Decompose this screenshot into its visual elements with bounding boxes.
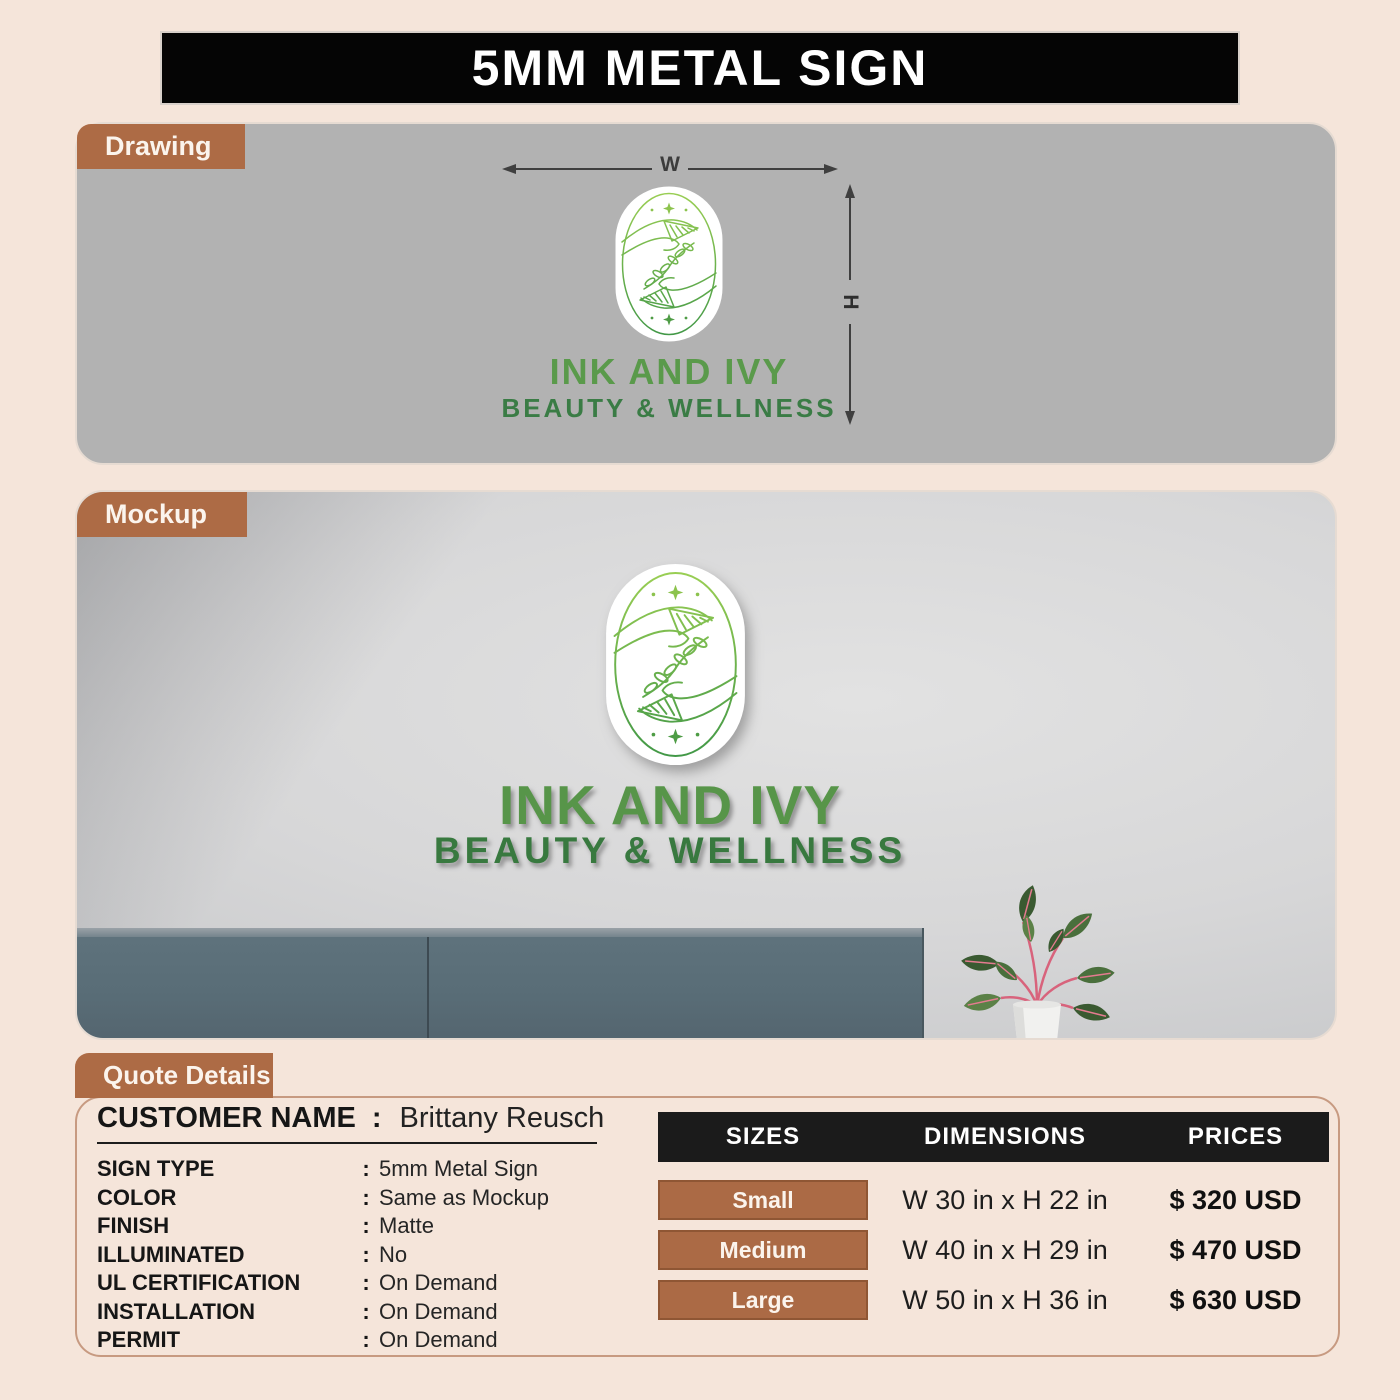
width-label: W	[660, 153, 680, 176]
detail-label: INSTALLATION	[97, 1298, 256, 1324]
detail-value: No	[379, 1241, 408, 1267]
detail-label: COLOR	[97, 1184, 177, 1210]
detail-label: PERMIT	[97, 1327, 181, 1352]
detail-label: UL CERTIFICATION	[97, 1270, 301, 1295]
table-row-large	[658, 1280, 1329, 1320]
detail-value: On Demand	[379, 1327, 498, 1352]
counter-door-seam	[427, 937, 429, 1040]
mockup-section-tab	[77, 492, 247, 537]
detail-label: FINISH	[97, 1213, 170, 1238]
customer-name-underline	[97, 1142, 597, 1144]
pricing-table-header	[658, 1112, 1329, 1162]
height-label: H	[839, 294, 862, 310]
detail-separator: :	[362, 1327, 370, 1352]
quote-details-list	[97, 1155, 549, 1355]
detail-value: On Demand	[379, 1298, 498, 1324]
price-large: $ 630 USD	[1169, 1284, 1302, 1315]
potted-plant	[957, 880, 1117, 1040]
price-small: $ 320 USD	[1169, 1184, 1302, 1215]
customer-name-row	[97, 1102, 604, 1135]
quote-details-panel	[75, 1096, 1340, 1357]
brand-logo-oval	[614, 185, 724, 343]
customer-name-label: CUSTOMER NAME	[97, 1102, 356, 1134]
detail-separator: :	[362, 1298, 370, 1324]
customer-name-separator: :	[371, 1102, 382, 1134]
quote-tab-label: Quote Details	[103, 1060, 271, 1090]
size-button-large[interactable]: Large	[658, 1280, 868, 1320]
dimensions-large: W 50 in x H 36 in	[902, 1284, 1108, 1315]
dimensions-medium: W 40 in x H 29 in	[902, 1234, 1108, 1265]
detail-label: ILLUMINATED	[97, 1241, 245, 1267]
brand-name-mockup: INK AND IVY	[498, 774, 842, 836]
detail-label: SIGN TYPE	[97, 1156, 215, 1181]
column-header-sizes: SIZES	[725, 1123, 801, 1150]
detail-separator: :	[362, 1213, 370, 1238]
pricing-table	[658, 1112, 1329, 1320]
dimensions-small: W 30 in x H 22 in	[902, 1184, 1108, 1215]
counter-top-edge	[77, 928, 922, 937]
drawing-panel	[75, 122, 1337, 465]
mockup-panel	[75, 490, 1337, 1040]
table-row-small	[658, 1180, 1329, 1220]
detail-value: Matte	[379, 1213, 435, 1238]
reception-counter	[77, 928, 924, 1040]
mockup-tab-label: Mockup	[105, 499, 208, 529]
detail-value: On Demand	[379, 1270, 498, 1295]
brand-name-drawing: INK AND IVY	[549, 351, 789, 392]
plant-pot	[1013, 1001, 1061, 1041]
drawing-tab-label: Drawing	[105, 131, 212, 161]
table-row-medium	[658, 1230, 1329, 1270]
title-bar	[160, 31, 1240, 105]
detail-value: Same as Mockup	[379, 1184, 549, 1210]
size-button-small[interactable]: Small	[658, 1180, 868, 1220]
customer-name-value: Brittany Reusch	[399, 1102, 605, 1134]
size-button-medium[interactable]: Medium	[658, 1230, 868, 1270]
detail-separator: :	[362, 1184, 370, 1210]
detail-value: 5mm Metal Sign	[379, 1156, 538, 1181]
drawing-section-tab	[77, 124, 245, 169]
column-header-prices: PRICES	[1187, 1123, 1284, 1150]
brand-tagline-drawing: BEAUTY & WELLNESS	[501, 393, 837, 423]
page-title: 5MM METAL SIGN	[471, 40, 929, 96]
detail-separator: :	[362, 1241, 370, 1267]
column-header-dimensions: DIMENSIONS	[923, 1123, 1086, 1150]
brand-tagline-mockup: BEAUTY & WELLNESS	[433, 830, 907, 871]
quote-details-section-tab	[75, 1053, 273, 1098]
detail-separator: :	[362, 1156, 370, 1181]
price-medium: $ 470 USD	[1169, 1234, 1302, 1265]
brand-logo-oval-mockup	[604, 562, 747, 767]
detail-separator: :	[362, 1270, 370, 1295]
